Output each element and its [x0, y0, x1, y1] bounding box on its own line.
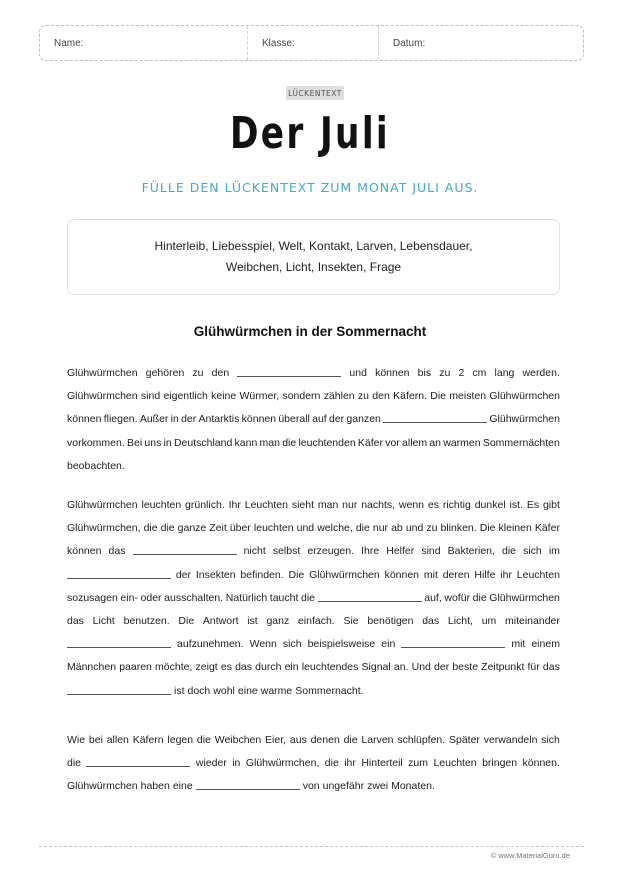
word: Zeitpunkt [481, 661, 525, 674]
word: sozusagen [67, 591, 118, 604]
word: sich [523, 545, 542, 558]
word: auf [312, 413, 327, 426]
word: Käfern. [393, 390, 427, 403]
word: bis [417, 367, 432, 379]
text-line [67, 517, 560, 540]
text-line [67, 752, 560, 775]
word: die [343, 734, 358, 746]
word: der [181, 413, 197, 426]
word: an. [393, 661, 409, 674]
word: mit [511, 638, 526, 651]
word: ganze [177, 522, 207, 535]
word: Die [288, 568, 305, 581]
word: Helfer [386, 545, 415, 558]
word: verwandeln [483, 734, 538, 746]
word: Käfern [132, 734, 164, 746]
paragraph-1 [67, 362, 560, 478]
word: der [175, 568, 192, 581]
word-bank-box [67, 219, 560, 295]
word: sind [421, 545, 441, 558]
word: ausschalten. [164, 591, 224, 604]
gap-blank-field[interactable] [383, 408, 487, 423]
word: sind [140, 390, 161, 403]
date-label: Datum: [393, 37, 426, 49]
word: Antwort [202, 614, 239, 627]
word: über [229, 522, 251, 535]
text-line [67, 432, 560, 455]
word: benutzen. [123, 614, 170, 627]
word: auf, [424, 591, 442, 604]
word: Wenn [249, 638, 277, 651]
word: nur [372, 522, 389, 535]
name-label: Name: [54, 37, 84, 49]
word: die [143, 522, 158, 535]
word: zeigt [195, 661, 218, 674]
word: ungefähr [322, 780, 365, 793]
word: können [375, 367, 410, 379]
word: durch [255, 661, 282, 674]
word: ein- [120, 591, 138, 604]
word: im [548, 545, 560, 558]
word: cm [472, 367, 487, 379]
word: grünlich. [185, 499, 225, 511]
word: um [481, 614, 497, 627]
word: Glühwürmchen [309, 568, 380, 581]
word: ganzen [346, 413, 381, 426]
word: Antarktis [198, 413, 240, 426]
word: ist [247, 614, 258, 627]
word: die [67, 757, 82, 770]
word: Die [178, 614, 195, 627]
word: ganz [266, 614, 290, 627]
word: Käfer [534, 522, 560, 535]
word: deren [442, 568, 470, 581]
word: in [232, 757, 241, 770]
word: überall [278, 413, 310, 426]
copyright-footer: © www.MaterialGuru.de [490, 851, 570, 860]
word: benötigen [367, 614, 414, 627]
word: man [259, 436, 280, 449]
text-line [67, 587, 560, 610]
word: haben [140, 780, 170, 793]
word: Männchen [67, 661, 117, 674]
word: können [241, 413, 277, 426]
word: sich [282, 638, 302, 651]
word: warmen [443, 436, 481, 449]
word: ist. [509, 499, 523, 511]
word: beispielsweise [307, 638, 376, 651]
word: es [427, 499, 439, 511]
word-bank-line-1: Hinterleib, Liebesspiel, Welt, Kontakt, Larven, Lebensdauer, [154, 239, 473, 253]
word: ihr [500, 568, 512, 581]
paragraph-2 [67, 494, 560, 703]
word: zu [357, 390, 370, 403]
word: doch [187, 684, 211, 697]
word: legen [167, 734, 194, 746]
word: können [67, 545, 102, 558]
word: erzeugen. [307, 545, 355, 558]
word: an [429, 436, 442, 449]
word: Leuchten [516, 568, 560, 581]
section-title: Glühwürmchen in der Sommernacht [193, 324, 427, 339]
worksheet-type-tag: LÜCKENTEXT [286, 86, 344, 100]
word: für [527, 661, 540, 674]
word: zu [439, 367, 451, 379]
gap-blank-field[interactable] [133, 540, 237, 555]
word: ein [381, 638, 396, 651]
word: denen [310, 734, 340, 746]
text-line [67, 385, 560, 408]
word: befinden. [240, 568, 284, 581]
word: Insekten [195, 568, 236, 581]
word: nachts, [361, 499, 396, 511]
word: leuchtendes [301, 661, 359, 674]
word: beobachten. [67, 459, 125, 472]
word: ein [284, 661, 299, 674]
word: von [302, 780, 320, 793]
word: zählen [323, 390, 355, 403]
word: aus [289, 734, 307, 746]
word: mit [423, 568, 438, 581]
word: warme [260, 684, 293, 697]
word: das [422, 614, 440, 627]
word: in [163, 436, 172, 449]
word: Sommernächten [482, 436, 560, 449]
word: Glühwürmchen [489, 413, 560, 426]
word: Licht, [447, 614, 473, 627]
word: welche, [317, 522, 353, 535]
word: wenn [398, 499, 425, 511]
word: Die [479, 522, 496, 535]
word: Zeit [209, 522, 227, 535]
word: und [296, 522, 315, 535]
text-line [67, 729, 560, 752]
word: dunkel [474, 499, 506, 511]
page-subtitle: FÜLLE DEN LÜCKENTEXT ZUM MONAT JULI AUS. [141, 180, 479, 195]
text-line [67, 494, 560, 517]
word: der [434, 661, 450, 674]
text-line [67, 362, 560, 385]
word: eine [172, 780, 193, 793]
gap-blank-field[interactable] [237, 362, 341, 377]
word: die [472, 591, 487, 604]
word: das [235, 661, 253, 674]
word: die [196, 734, 211, 746]
word: leuchten [253, 522, 294, 535]
word: uns [144, 436, 162, 449]
word: 2 [458, 367, 465, 379]
word: die [282, 436, 297, 449]
name-field[interactable] [40, 26, 248, 60]
word: Bei [126, 436, 143, 449]
word: schlüpfen. [397, 734, 446, 746]
text-line [67, 610, 560, 633]
gap-blank-field[interactable] [67, 680, 171, 695]
word: Hinterteil [361, 757, 403, 770]
word: vorkommen. [67, 436, 125, 449]
word: blinken. [440, 522, 477, 535]
word: taucht [269, 591, 299, 604]
text-line [67, 775, 560, 798]
text-line [67, 680, 560, 703]
gap-blank-field[interactable] [401, 633, 505, 648]
word: Es [526, 499, 540, 511]
word: in [170, 413, 179, 426]
word: Signal [361, 661, 391, 674]
word: gibt [542, 499, 560, 511]
word: wohl [213, 684, 235, 697]
word: selbst [272, 545, 301, 558]
word: die [160, 522, 175, 535]
word: Glühwürmchen [67, 499, 138, 511]
word: Glühwürmchen [67, 780, 138, 793]
word: leuchtenden [298, 436, 356, 449]
word: miteinander [505, 614, 560, 627]
word: Die [430, 390, 447, 403]
word: wofür [444, 591, 471, 604]
word: können. [522, 757, 560, 770]
word: und [349, 367, 367, 379]
word: Sie [343, 614, 359, 627]
gap-blank-field[interactable] [67, 633, 171, 648]
word: zu [426, 522, 438, 535]
word: Ihre [361, 545, 380, 558]
word: ab [391, 522, 403, 535]
word: Natürlich [225, 591, 268, 604]
paragraph-3 [67, 729, 560, 799]
word: der [328, 413, 345, 426]
word: zwei [367, 780, 389, 793]
word: Licht [92, 614, 115, 627]
word: nur [342, 499, 358, 511]
word: Glühwürmchen [67, 390, 138, 403]
word: eigentlich [163, 390, 208, 403]
word: Sommernacht. [295, 684, 364, 697]
word: Ihr [228, 499, 241, 511]
word: zu [192, 367, 204, 379]
text-line [67, 540, 560, 563]
word: Weibchen [214, 734, 262, 746]
student-info-header [39, 25, 584, 61]
gap-blank-field[interactable] [67, 564, 171, 579]
word: oder [140, 591, 162, 604]
date-field[interactable] [379, 26, 583, 60]
word: fliegen. [103, 413, 138, 426]
word: beste [452, 661, 479, 674]
word: wieder [195, 757, 227, 770]
word: Und [411, 661, 431, 674]
text-line [67, 408, 560, 431]
word: allen [106, 734, 129, 746]
text-line [67, 455, 560, 478]
gap-blank-field[interactable] [196, 775, 300, 790]
word: Eier, [265, 734, 287, 746]
word: können [384, 568, 420, 581]
word: vor [385, 436, 400, 449]
word: die [301, 591, 316, 604]
class-field[interactable] [248, 26, 379, 60]
word: den [211, 367, 230, 379]
word: Würmer, [239, 390, 280, 403]
text-line [67, 564, 560, 587]
word: Glühwürmchen [489, 390, 560, 403]
word: kann [234, 436, 258, 449]
word: Glühwürmchen, [245, 757, 320, 770]
word: und [405, 522, 424, 535]
text-line [67, 656, 560, 679]
word: einfach. [297, 614, 335, 627]
word: bei [88, 734, 103, 746]
word: sondern [282, 390, 321, 403]
word: aufzunehmen. [177, 638, 244, 651]
word: Bakterien, [447, 545, 495, 558]
word: allem [402, 436, 428, 449]
word: Larven [361, 734, 394, 746]
word: nicht [243, 545, 266, 558]
word: Später [448, 734, 480, 746]
word: Leuchten [433, 757, 477, 770]
word: es [220, 661, 232, 674]
word: das [108, 545, 126, 558]
word: zum [408, 757, 429, 770]
gap-blank-field[interactable] [318, 587, 422, 602]
word: Deutschland [173, 436, 233, 449]
text-line [67, 633, 560, 656]
word: die [502, 545, 517, 558]
word: den [372, 390, 390, 403]
gap-blank-field[interactable] [86, 752, 190, 767]
word: Monaten. [391, 780, 435, 793]
word: sich [541, 734, 560, 746]
word: Glühwürmchen [489, 591, 560, 604]
word: ihr [344, 757, 356, 770]
word: Leuchten [244, 499, 288, 511]
word: paaren [119, 661, 152, 674]
word: die [324, 757, 339, 770]
word: das [67, 614, 84, 627]
word: man [317, 499, 339, 511]
word: lang [494, 367, 515, 379]
page-title: Der Juli [229, 108, 391, 159]
word: die [355, 522, 370, 535]
word: eine [237, 684, 258, 697]
word-bank-line-2: Weibchen, Licht, Insekten, Frage [225, 260, 402, 274]
word: Käfer [357, 436, 383, 449]
word: können [67, 413, 102, 426]
word: möchte, [155, 661, 193, 674]
word: kleinen [498, 522, 532, 535]
word: Hilfe [474, 568, 496, 581]
word: werden. [522, 367, 560, 379]
footer-divider [39, 846, 584, 847]
word: Wie [67, 734, 86, 746]
word: meisten [449, 390, 487, 403]
word: Außer [139, 413, 169, 426]
class-label: Klasse: [262, 37, 295, 49]
word: keine [211, 390, 237, 403]
word: einem [531, 638, 560, 651]
word: Glühwürmchen, [67, 522, 141, 535]
word: ist [174, 684, 185, 697]
word: gehören [145, 367, 185, 379]
word: das [542, 661, 560, 674]
word: leuchten [141, 499, 182, 511]
word: richtig [442, 499, 471, 511]
word: sieht [291, 499, 314, 511]
word: bringen [482, 757, 518, 770]
word: Glühwürmchen [67, 367, 138, 379]
